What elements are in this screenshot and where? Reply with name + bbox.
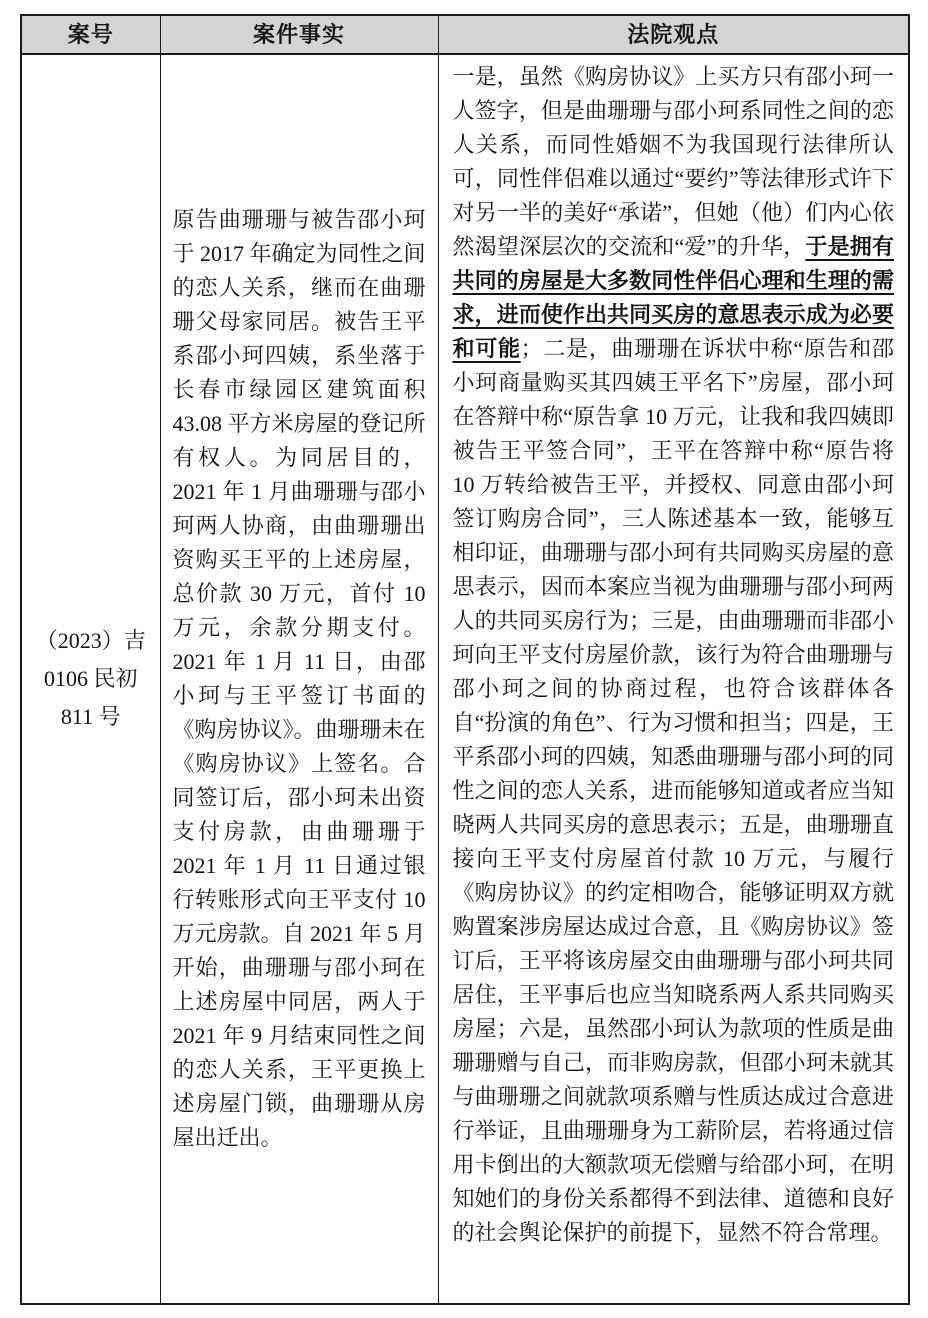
case-facts-text: 原告曲珊珊与被告邵小珂于 2017 年确定为同性之间的恋人关系，继而在曲珊珊父母家同居。被告王平系邵小珂四姨，系坐落于长春市绿园区建筑面积 43.08 平方米房屋的登记所有权人。为同居目的，2021 年 1 月曲珊珊与邵小珂两人协商，由曲珊珊出资购买王平的上述房屋，总价款 30 万元，首付 10 万元，余款分期支付。2021 年 1 月 11 日，由邵小珂与王平签订书面的《购房协议》。曲珊珊未在《购房协议》上签名。合同签订后，邵小珂未出资支付房款，由曲珊珊于 2021 年 1 月 11 日通过银行转账形式向王平支付 10 万元房款。自 2021 年 5 月开始，曲珊珊与邵小珂在上述房屋中同居，两人于 2021 年 9 月结束同性之间的恋人关系，王平更换上述房屋门锁，曲珊珊从房屋出迁出。 [172, 207, 426, 1150]
case-number-text: （2023）吉 0106 民初 811 号 [35, 628, 146, 729]
header-court-opinion: 法院观点 [438, 15, 909, 54]
court-opinion-cell [438, 54, 909, 1304]
table-row [21, 54, 909, 1304]
case-facts-cell [160, 54, 438, 1304]
header-case-number: 案号 [21, 15, 160, 54]
opinion-emphasis-segment: 于是拥有共同的房屋是大多数同性伴侣心理和生理的需求，进而使作出共同买房的意思表示成为必要和可能 [452, 234, 894, 361]
table-header-row [21, 15, 909, 54]
opinion-segment-before: 一是，虽然《购房协议》上买方只有邵小珂一人签字，但是曲珊珊与邵小珂系同性之间的恋人关系，而同性婚姻不为我国现行法律所认可，同性伴侣难以通过“要约”等法律形式许下对另一半的美好“承诺”，但她（他）们内心依然渴望深层次的交流和“爱”的升华， [452, 64, 894, 259]
header-case-facts: 案件事实 [160, 15, 438, 54]
opinion-segment-after: ；二是，曲珊珊在诉状中称“原告和邵小珂商量购买其四姨王平名下”房屋，邵小珂在答辩中称“原告拿 10 万元，让我和我四姨即被告王平签合同”，王平在答辩中称“原告将 10 万转给被告王平，并授权、同意由邵小珂签订购房合同”，三人陈述基本一致，能够互相印证，曲珊珊与邵小珂有共同购买房屋的意思表示，因而本案应当视为曲珊珊与邵小珂两人的共同买房行为；三是，由曲珊珊而非邵小珂向王平支付房屋价款，该行为符合曲珊珊与邵小珂之间的协商过程，也符合该群体各自“扮演的角色”、行为习惯和担当；四是，王平系邵小珂的四姨，知悉曲珊珊与邵小珂的同性之间的恋人关系，进而能够知道或者应当知晓两人共同买房的意思表示；五是，曲珊珊直接向王平支付房屋首付款 10 万元，与履行《购房协议》的约定相吻合，能够证明双方就购置案涉房屋达成过合意，且《购房协议》签订后，王平将该房屋交由曲珊珊与邵小珂共同居住，王平事后也应当知晓系两人系共同购买房屋；六是，虽然邵小珂认为款项的性质是曲珊珊赠与自己，而非购房款，但邵小珂未就其与曲珊珊之间就款项系赠与性质达成过合意进行举证，且曲珊珊身为工薪阶层，若将通过信用卡倒出的大额款项无偿赠与给邵小珂，在明知她们的身份关系都得不到法律、道德和良好的社会舆论保护的前提下，显然不符合常理。 [452, 336, 894, 1245]
case-number-cell [21, 54, 160, 1304]
court-opinion-text [453, 60, 895, 1250]
case-table [20, 14, 910, 1305]
